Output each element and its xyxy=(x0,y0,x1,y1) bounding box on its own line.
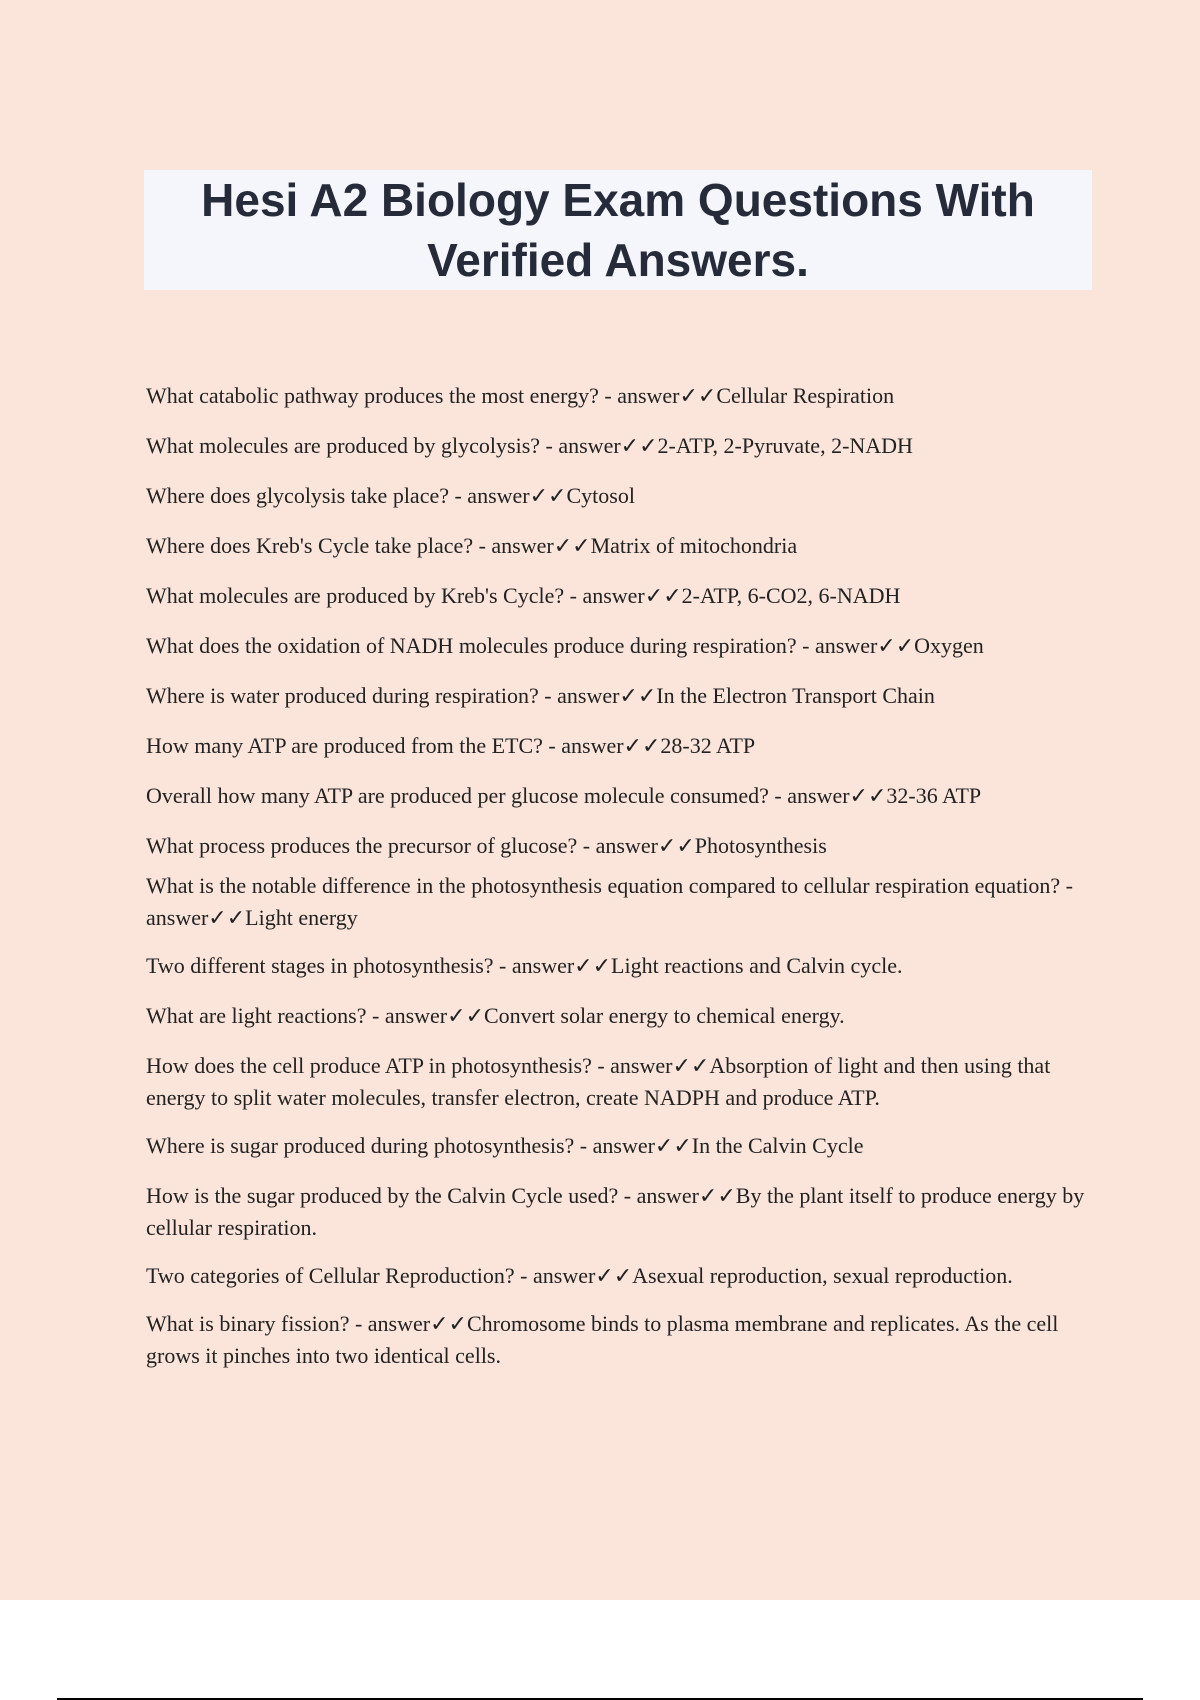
qa-item: What is the notable difference in the photosynthesis equation compared to cellular respiration equation? - answer✓✓Light energy xyxy=(146,873,1073,930)
qa-item: Where is sugar produced during photosynthesis? - answer✓✓In the Calvin Cycle xyxy=(146,1133,864,1158)
qa-item: What molecules are produced by Kreb's Cycle? - answer✓✓2-ATP, 6-CO2, 6-NADH xyxy=(146,583,901,608)
question-answer-list xyxy=(146,380,1086,1388)
qa-item: How is the sugar produced by the Calvin Cycle used? - answer✓✓By the plant itself to produce energy by cellular respiration. xyxy=(146,1183,1085,1240)
qa-item: What catabolic pathway produces the most energy? - answer✓✓Cellular Respiration xyxy=(146,383,895,408)
qa-item: Two different stages in photosynthesis? - answer✓✓Light reactions and Calvin cycle. xyxy=(146,953,903,978)
qa-item: How many ATP are produced from the ETC? - answer✓✓28-32 ATP xyxy=(146,733,756,758)
qa-item: Where does glycolysis take place? - answer✓✓Cytosol xyxy=(146,483,635,508)
qa-item: Where is water produced during respiration? - answer✓✓In the Electron Transport Chain xyxy=(146,683,935,708)
qa-item: Where does Kreb's Cycle take place? - answer✓✓Matrix of mitochondria xyxy=(146,533,798,558)
title-banner xyxy=(144,170,1092,290)
qa-item: Overall how many ATP are produced per glucose molecule consumed? - answer✓✓32-36 ATP xyxy=(146,783,982,808)
qa-item: Two categories of Cellular Reproduction? - answer✓✓Asexual reproduction, sexual reproduction. xyxy=(146,1263,1013,1288)
page-title-line-1: Hesi A2 Biology Exam Questions With xyxy=(201,174,1035,226)
qa-item: What process produces the precursor of glucose? - answer✓✓Photosynthesis xyxy=(146,833,827,858)
qa-item: What does the oxidation of NADH molecules produce during respiration? - answer✓✓Oxygen xyxy=(146,633,984,658)
qa-item: What molecules are produced by glycolysis? - answer✓✓2-ATP, 2-Pyruvate, 2-NADH xyxy=(146,433,913,458)
qa-item: What are light reactions? - answer✓✓Convert solar energy to chemical energy. xyxy=(146,1003,845,1028)
page-title-line-2: Verified Answers. xyxy=(427,234,809,286)
qa-item: How does the cell produce ATP in photosynthesis? - answer✓✓Absorption of light and then using that energy to split water molecules, transfer electron, create NADPH and produce ATP. xyxy=(146,1053,1051,1110)
qa-item: What is binary fission? - answer✓✓Chromosome binds to plasma membrane and replicates. As the cell grows it pinches into two identical cells. xyxy=(146,1311,1059,1368)
